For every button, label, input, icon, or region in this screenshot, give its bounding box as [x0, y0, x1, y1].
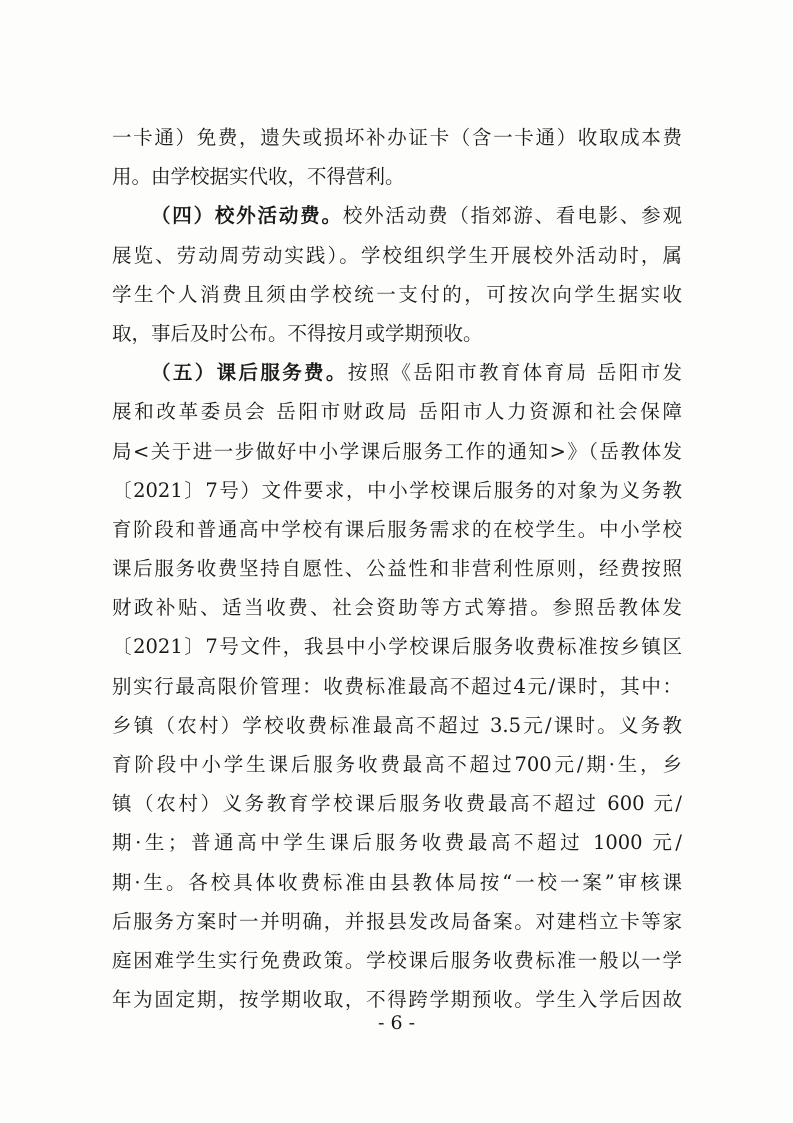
text-line: 年为固定期，按学期收取，不得跨学期预收。学生入学后因故 — [112, 988, 682, 1012]
text-line: 局<关于进一步做好中小学课后服务工作的通知>》（岳教体发 — [112, 439, 682, 463]
text-line: 展览、劳动周劳动实践）。学校组织学生开展校外活动时，属 — [112, 243, 682, 267]
text-line: 学生个人消费且须由学校统一支付的，可按次向学生据实收 — [112, 282, 682, 306]
page-number: - 6 - — [377, 1012, 415, 1034]
text-line: 用。由学校据实代收，不得营利。 — [112, 165, 405, 189]
text-line: 〔2021〕7号文件，我县中小学校课后服务收费标准按乡镇区 — [112, 635, 682, 659]
text-line: 〔2021〕7号）文件要求，中小学校课后服务的对象为义务教 — [112, 478, 682, 502]
section-text: 校外活动费（指郊游、看电影、参观 — [342, 204, 682, 228]
text-line: 展和改革委员会 岳阳市财政局 岳阳市人力资源和社会保障 — [112, 400, 682, 424]
text-line: 乡镇（农村）学校收费标准最高不超过 3.5元/课时。义务教 — [112, 713, 682, 737]
section-five-heading-line — [112, 353, 682, 392]
text-line: 期·生；普通高中学生课后服务收费最高不超过 1000 元/ — [112, 831, 682, 855]
text-line: 财政补贴、适当收费、社会资助等方式筹措。参照岳教体发 — [112, 596, 682, 620]
text-line: 课后服务收费坚持自愿性、公益性和非营利性原则，经费按照 — [112, 557, 682, 581]
text-line: 取，事后及时公布。不得按月或学期预收。 — [112, 321, 483, 345]
section-four-heading-line — [112, 196, 682, 235]
text-line: 期·生。各校具体收费标准由县教体局按“一校一案”审核课 — [112, 870, 682, 894]
section-heading: （五）课后服务费。 — [151, 361, 348, 385]
text-line: 育阶段和普通高中学校有课后服务需求的在校学生。中小学校 — [112, 517, 682, 541]
text-line: 镇（农村）义务教育学校课后服务收费最高不超过 600 元/ — [112, 792, 682, 816]
text-line: 育阶段中小学生课后服务收费最高不超过700元/期·生，乡 — [112, 753, 682, 776]
text-line: 一卡通）免费，遗失或损坏补办证卡（含一卡通）收取成本费 — [112, 126, 682, 149]
text-line: 庭困难学生实行免费政策。学校课后服务收费标准一般以一学 — [112, 948, 682, 972]
text-line: 别实行最高限价管理：收费标准最高不超过4元/课时，其中： — [112, 674, 682, 698]
section-heading: （四）校外活动费。 — [151, 204, 343, 228]
body-text — [112, 118, 682, 1019]
text-line: 后服务方案时一并明确，并报县发改局备案。对建档立卡等家 — [112, 909, 682, 933]
section-text: 按照《岳阳市教育体育局 岳阳市发 — [347, 361, 682, 385]
